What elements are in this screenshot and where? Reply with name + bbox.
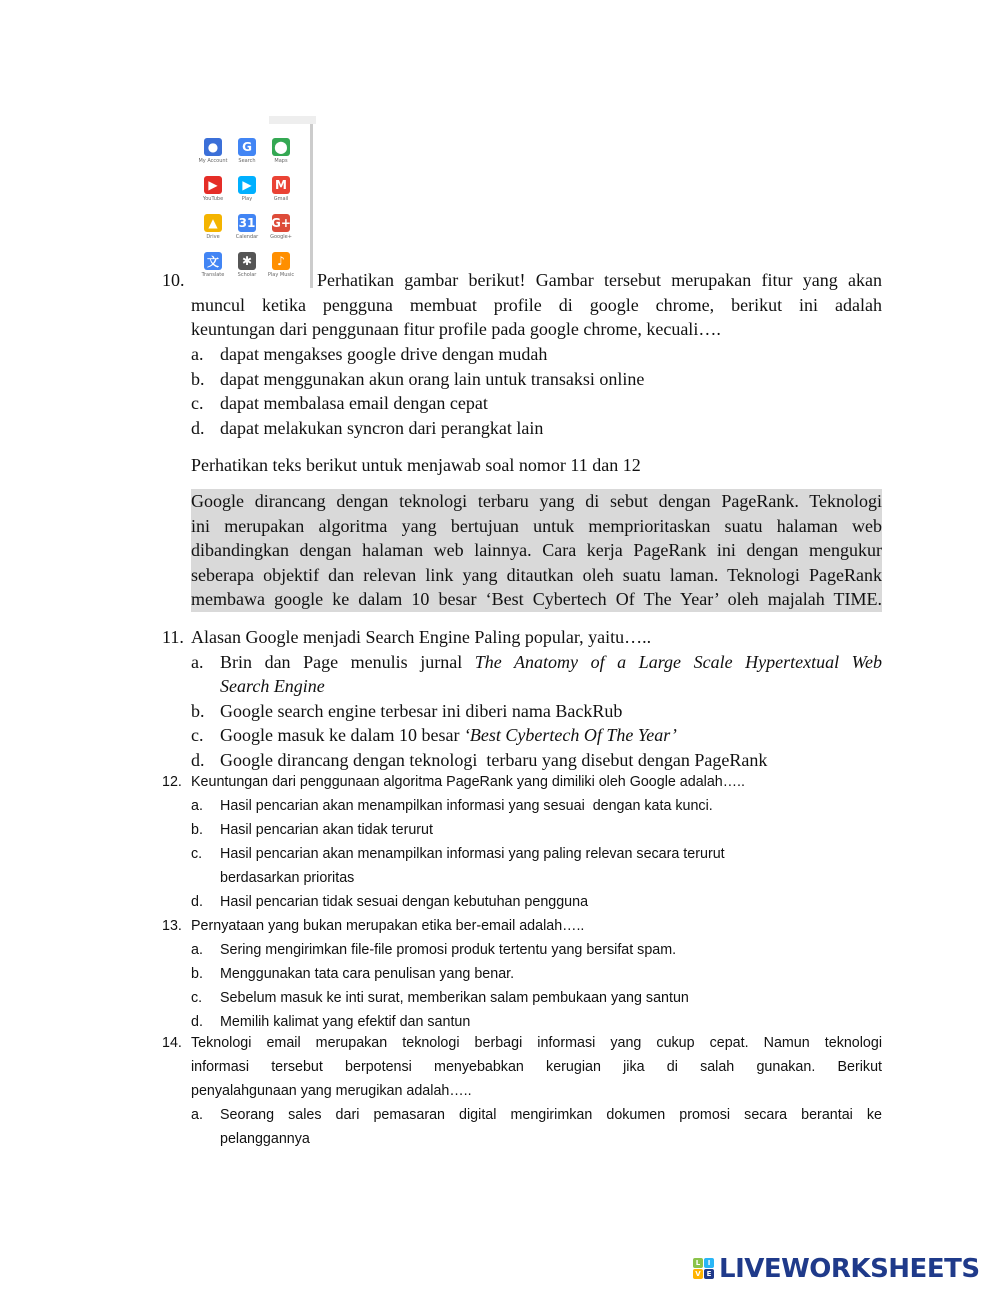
gmail-icon: M (272, 176, 290, 194)
mark-letter: L (693, 1258, 703, 1268)
app-label: YouTube (202, 196, 224, 202)
option-letter: c. (191, 725, 204, 745)
question-line: muncul ketika pengguna membuat profile di google chrome, berikut ini adalah (191, 294, 882, 315)
passage-line: membawa google ke dalam 10 besar ‘Best Cybertech Of The Year’ oleh majalah TIME. (191, 587, 882, 612)
passage-block (191, 489, 882, 612)
option-text[interactable]: Hasil pencarian akan tidak terurut (220, 822, 433, 838)
question-number: 12. (162, 774, 182, 790)
scholar-icon: ✱ (238, 252, 256, 270)
option-text[interactable]: Sering mengirimkan file-file promosi produk tertentu yang bersifat spam. (220, 942, 677, 958)
question-text: Alasan Google menjadi Search Engine Paling popular, yaitu….. (191, 627, 652, 647)
passage-line: dibandingkan dengan halaman web lainnya. Cara kerja PageRank ini dengan mengukur (191, 538, 882, 563)
app-label: Translate (201, 272, 225, 278)
option-letter: a. (191, 344, 204, 364)
passage-intro: Perhatikan teks berikut untuk menjawab soal nomor 11 dan 12 (191, 455, 641, 475)
question-text: Keuntungan dari penggunaan algoritma PageRank yang dimiliki oleh Google adalah….. (191, 774, 745, 790)
question-11 (162, 625, 882, 770)
option-letter: d. (191, 1014, 203, 1030)
option-italic: Search Engine (220, 676, 325, 696)
option-letter: a. (191, 651, 204, 672)
app-label: Drive (206, 234, 220, 240)
app-label: Gmail (273, 196, 289, 202)
liveworksheets-wordmark: LIVEWORKSHEETS (719, 1254, 980, 1284)
option-letter: a. (191, 1107, 203, 1123)
google-plus-icon: G+ (271, 216, 291, 230)
option-text[interactable]: Memilih kalimat yang efektif dan santun (220, 1014, 471, 1030)
passage-line: Google dirancang dengan teknologi terbaru yang di sebut dengan PageRank. Teknologi (191, 489, 882, 514)
question-number: 13. (162, 918, 182, 934)
question-14 (162, 1031, 882, 1151)
app-label: Play Music (267, 272, 295, 278)
app-label: My Account (198, 158, 228, 164)
option-text[interactable]: Google dirancang dengan teknologi terbaru yang disebut dengan PageRank (220, 749, 768, 770)
question-line: informasi tersebut berpotensi menyebabkan kerugian jika di salah gunakan. Berikut (191, 1059, 882, 1075)
option-text: Google masuk ke dalam 10 besar (220, 725, 460, 745)
option-italic: The Anatomy of a Large Scale Hypertextual Web (474, 651, 882, 672)
app-label: Google+ (270, 234, 292, 240)
option-italic: ‘Best Cybertech Of The Year’ (463, 725, 677, 745)
app-label: Maps (274, 158, 288, 164)
image-top-bar (269, 116, 316, 124)
app-tile[interactable] (261, 246, 301, 286)
app-label: Scholar (237, 272, 257, 278)
google-apps-image (191, 116, 316, 288)
option-text[interactable]: Hasil pencarian akan menampilkan informasi yang paling relevan secara terurut (220, 846, 725, 862)
option-text[interactable]: Sebelum masuk ke inti surat, memberikan salam pembukaan yang santun (220, 990, 689, 1006)
maps-pin-icon: ⬤ (272, 138, 290, 156)
app-tile[interactable] (261, 132, 301, 172)
option-text-continued: pelanggannya (220, 1131, 310, 1147)
option-text[interactable]: Menggunakan tata cara penulisan yang benar. (220, 966, 515, 982)
youtube-icon: ▶ (204, 176, 222, 194)
passage-line: ini merupakan algoritma yang bertujuan untuk memprioritaskan suatu halaman web (191, 514, 882, 539)
app-label: Play (241, 196, 253, 202)
google-g-icon: G (238, 138, 256, 156)
mark-letter: I (704, 1258, 714, 1268)
option-letter: c. (191, 393, 204, 413)
liveworksheets-logo[interactable] (693, 1254, 980, 1284)
question-line: Perhatikan gambar berikut! Gambar tersebut merupakan fitur yang akan (317, 270, 882, 290)
option-text[interactable]: dapat menggunakan akun orang lain untuk transaksi online (220, 368, 645, 389)
option-text[interactable]: dapat membalasa email dengan cepat (220, 393, 488, 413)
app-tile[interactable] (261, 208, 301, 248)
mark-letter: V (693, 1269, 703, 1279)
app-label: Search (238, 158, 256, 164)
liveworksheets-mark-icon (693, 1258, 715, 1280)
question-number: 14. (162, 1035, 182, 1051)
option-letter: b. (191, 368, 205, 389)
play-store-icon: ▶ (238, 176, 256, 194)
play-music-icon: ♪ (272, 252, 290, 270)
question-line: penyalahgunaan yang merugikan adalah….. (191, 1083, 472, 1099)
option-letter: a. (191, 942, 203, 958)
option-text[interactable]: Hasil pencarian akan menampilkan informasi yang sesuai dengan kata kunci. (220, 798, 713, 814)
mark-letter: E (704, 1269, 714, 1279)
question-line: Teknologi email merupakan teknologi berbagi informasi yang cukup cepat. Namun teknologi (191, 1035, 882, 1051)
option-text[interactable]: Google search engine terbesar ini diberi nama BackRub (220, 700, 623, 721)
shield-icon: ● (204, 138, 222, 156)
option-letter: b. (191, 966, 203, 982)
drive-icon: ▲ (204, 214, 222, 232)
question-line: keuntungan dari penggunaan fitur profile pada google chrome, kecuali…. (191, 319, 721, 339)
option-letter: c. (191, 846, 203, 862)
option-letter: d. (191, 894, 203, 910)
question-12 (162, 770, 882, 910)
question-text: Pernyataan yang bukan merupakan etika ber-email adalah….. (191, 918, 585, 934)
calendar-icon: 31 (238, 216, 256, 230)
option-text[interactable]: dapat mengakses google drive dengan mudah (220, 344, 548, 364)
option-letter: d. (191, 749, 205, 770)
option-letter: a. (191, 798, 203, 814)
option-text[interactable]: dapat melakukan syncron dari perangkat lain (220, 417, 544, 438)
option-letter: c. (191, 990, 203, 1006)
passage-line: seberapa objektif dan relevan link yang ditautkan oleh suatu laman. Teknologi PageRank (191, 563, 882, 588)
app-label: Calendar (235, 234, 259, 240)
question-number: 10. (162, 270, 185, 290)
option-text[interactable]: Hasil pencarian tidak sesuai dengan kebutuhan pengguna (220, 894, 589, 910)
option-text: Brin dan Page menulis jurnal (220, 651, 463, 672)
option-letter: d. (191, 417, 205, 438)
option-a-line1[interactable] (220, 650, 882, 675)
image-scrollbar (310, 124, 313, 288)
option-letter: b. (191, 700, 205, 721)
option-c[interactable] (220, 723, 677, 748)
question-13 (162, 914, 882, 1034)
option-text-continued: berdasarkan prioritas (220, 870, 355, 886)
option-text[interactable]: Seorang sales dari pemasaran digital mengirimkan dokumen promosi secara berantai ke (220, 1107, 882, 1123)
option-letter: b. (191, 822, 203, 838)
app-tile[interactable] (261, 170, 301, 210)
translate-icon: 文 (204, 252, 222, 270)
question-number: 11. (162, 627, 184, 647)
